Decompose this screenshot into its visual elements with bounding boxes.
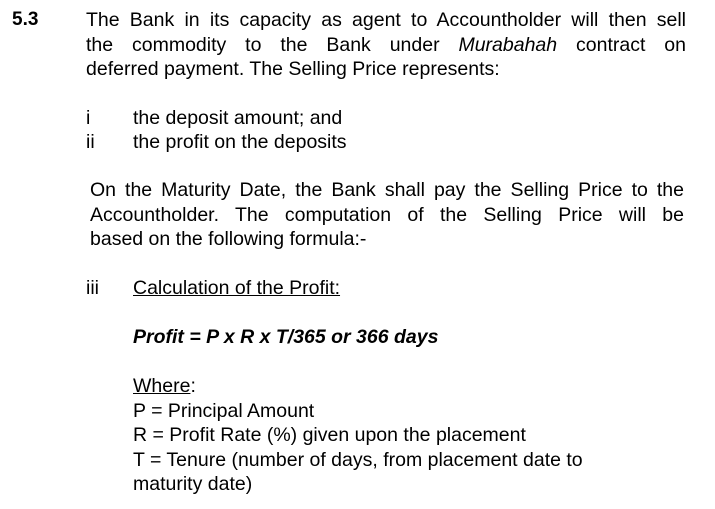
list-item-marker: i xyxy=(86,107,91,129)
calculation-marker: iii xyxy=(86,277,99,299)
definition-line: T = Tenure (number of days, from placement date to xyxy=(133,448,583,471)
maturity-line-1: On the Maturity Date, the Bank shall pay the Selling Price to the xyxy=(90,179,684,201)
maturity-line-3: based on the following formula:- xyxy=(90,228,367,250)
list-item-text: the deposit amount; and xyxy=(133,107,343,129)
definition-line: P = Principal Amount xyxy=(133,399,315,422)
calculation-heading: Calculation of the Profit: xyxy=(133,277,341,299)
intro-line-3: deferred payment. The Selling Price represents: xyxy=(86,58,500,80)
list-item-text: the profit on the deposits xyxy=(133,131,347,153)
maturity-line-2: Accountholder. The computation of the Selling Price will be xyxy=(90,203,684,226)
list-item-marker: ii xyxy=(86,131,95,153)
murabahah-term: Murabahah xyxy=(458,33,558,56)
intro-line-2 xyxy=(86,33,686,58)
profit-formula: Profit = P x R x T/365 or 366 days xyxy=(133,326,439,348)
definition-line: maturity date) xyxy=(133,473,253,495)
where-heading xyxy=(133,374,673,399)
where-colon: : xyxy=(190,375,196,397)
intro-line-2-end: contract on xyxy=(576,33,686,56)
where-label: Where xyxy=(133,375,191,397)
intro-line-2-start: the commodity to the Bank under xyxy=(86,33,440,56)
intro-line-1: The Bank in its capacity as agent to Accountholder will then sell xyxy=(86,9,686,31)
maturity-paragraph xyxy=(90,178,684,252)
where-definitions xyxy=(133,374,673,497)
intro-paragraph xyxy=(86,8,686,82)
section-number: 5.3 xyxy=(12,9,39,30)
definition-line: R = Profit Rate (%) given upon the placement xyxy=(133,424,526,446)
